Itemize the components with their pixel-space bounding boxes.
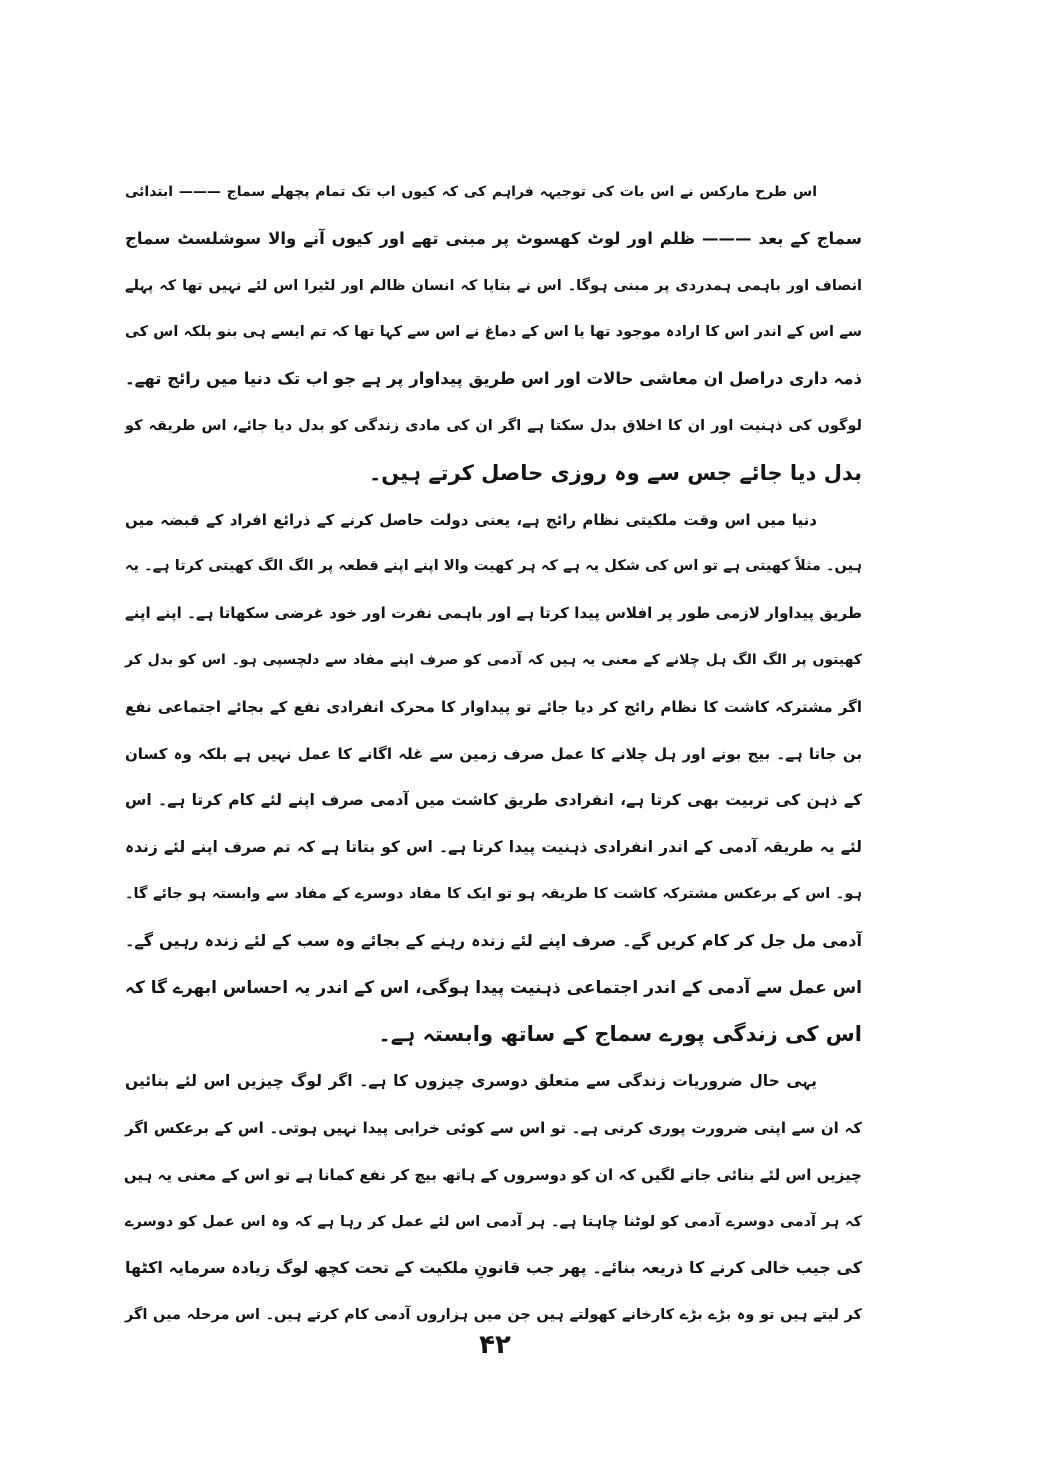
text-line: چیزیں اس لئے بنائی جانے لگیں کہ ان کو دوسروں کے ہاتھ بیچ کر نفع کمانا ہے تو اس کے معنی یہ ہیں: [123, 1165, 862, 1184]
text-line: کی جیب خالی کرنے کا ذریعہ بنائے۔ پھر جب قانونِ ملکیت کے تحت کچھ لوگ زیادہ سرمایہ اکٹھا: [125, 1258, 862, 1278]
text-line: لئے یہ طریقہ آدمی کے اندر انفرادی ذہنیت پیدا کرتا ہے۔ اس کو بتاتا ہے کہ تم صرف اپنے لئے زندہ: [125, 838, 862, 857]
text-line: بدل دیا جائے جس سے وہ روزی حاصل کرتے ہیں۔: [368, 460, 862, 485]
text-line: اگر مشترکہ کاشت کا نظام رائج کر دیا جائے تو پیداوار کا محرک انفرادی نفع کے بجائے اجتماعی نفع: [125, 697, 862, 716]
text-line: طریق پیداوار لازمی طور پر افلاس پیدا کرتا ہے اور باہمی نفرت اور خود غرضی سکھاتا ہے۔ اپنے اپنے: [125, 604, 862, 623]
paragraph-first-line: دنیا میں اس وقت ملکیتی نظام رائج ہے، یعنی دولت حاصل کرنے کے ذرائع افراد کے قبضہ میں: [125, 510, 817, 529]
text-line: کھیتوں پر الگ الگ ہل چلانے کے معنی یہ ہیں کہ آدمی کو صرف اپنے مفاد سے دلچسپی ہو۔ اس کو بدل کر: [125, 652, 862, 668]
text-line: ذمہ داری دراصل ان معاشی حالات اور اس طریق پیداوار پر ہے جو اب تک دنیا میں رائج تھے۔: [125, 369, 862, 389]
text-line: کے ذہن کی تربیت بھی کرتا ہے، انفرادی طریق کاشت میں آدمی صرف اپنے لئے کام کرتا ہے۔ اس: [125, 791, 862, 810]
paragraph-first-line: اس طرح مارکس نے اس بات کی توجیہہ فراہم کی کہ کیوں اب تک تمام پچھلے سماج ——— ابتدائی: [125, 184, 817, 200]
text-line: ہو۔ اس کے برعکس مشترکہ کاشت کا طریقہ ہو تو ایک کا مفاد دوسرے کے مفاد سے وابستہ ہو جائے گا۔: [125, 886, 862, 902]
text-line: کہ ہر آدمی دوسرے آدمی کو لوٹنا چاہتا ہے۔ ہر آدمی اس لئے عمل کر رہا ہے کہ وہ اس عمل کو دوسرے: [125, 1213, 862, 1230]
text-line: کر لیتے ہیں تو وہ بڑے بڑے کارخانے کھولتے ہیں جن میں ہزاروں آدمی کام کرتے ہیں۔ اس مرحلہ میں اگر: [125, 1307, 862, 1324]
text-line: ہیں۔ مثلاً کھیتی ہے تو اس کی شکل یہ ہے کہ ہر کھیت والا اپنے اپنے قطعہ پر الگ الگ کھیتی کرتا ہے۔ یہ: [125, 558, 862, 575]
text-line: انصاف اور باہمی ہمدردی پر مبنی ہوگا۔ اس نے بتایا کہ انسان ظالم اور لٹیرا اس لئے نہیں تھا کہ پہلے: [125, 277, 862, 294]
page-number: ۴۲: [479, 1330, 511, 1360]
text-line: کہ ان سے اپنی ضرورت پوری کرنی ہے۔ تو اس سے کوئی خرابی پیدا نہیں ہوتی۔ اس کے برعکس اگر: [125, 1119, 862, 1137]
text-line: آدمی مل جل کر کام کریں گے۔ صرف اپنے لئے زندہ رہنے کے بجائے وہ سب کے لئے زندہ رہیں گے۔: [125, 930, 862, 950]
text-line: اس کی زندگی پورے سماج کے ساتھ وابستہ ہے۔: [378, 1022, 862, 1047]
text-line: لوگوں کی ذہنیت اور ان کا اخلاق بدل سکتا ہے اگر ان کی مادی زندگی کو بدل دیا جائے، اس طریقہ کو: [125, 418, 862, 434]
text-line: سے اس کے اندر اس کا ارادہ موجود تھا یا اس کے دماغ نے اس سے کہا تھا کہ تم ایسے ہی بنو بلکہ اس کی: [125, 324, 862, 341]
text-line: بن جاتا ہے۔ بیج بونے اور ہل چلانے کا عمل صرف زمین سے غلہ اگانے کا عمل نہیں ہے بلکہ وہ کسان: [125, 744, 862, 763]
text-line: سماج کے بعد ——— ظلم اور لوٹ کھسوٹ پر مبنی تھے اور کیوں آنے والا سوشلسٹ سماج: [125, 228, 862, 248]
paragraph-first-line: یہی حال ضروریات زندگی سے متعلق دوسری چیزوں کا ہے۔ اگر لوگ چیزیں اس لئے بنائیں: [125, 1072, 817, 1091]
text-line: اس عمل سے آدمی کے اندر اجتماعی ذہنیت پیدا ہوگی، اس کے اندر یہ احساس ابھرے گا کہ: [125, 977, 862, 998]
